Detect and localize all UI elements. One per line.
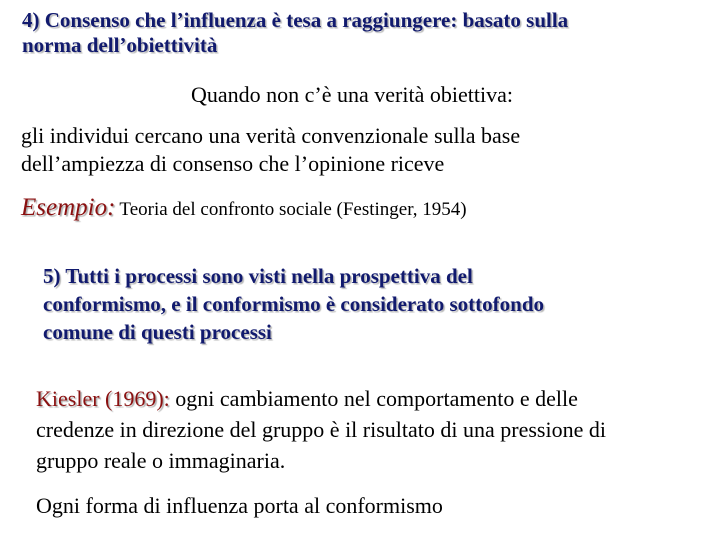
slide-title-line1: 4) Consenso che l’influenza è tesa a raggiungere: basato sulla: [22, 8, 569, 32]
example-text: Teoria del confronto sociale (Festinger, 1954): [119, 199, 467, 220]
point-five: [43, 262, 544, 346]
point-five-line2: conformismo, e il conformismo è considerato sottofondo: [43, 292, 545, 316]
example-row: [21, 193, 467, 225]
example-label: Esempio:: [21, 194, 116, 221]
kiesler-label: Kiesler (1969):: [36, 386, 170, 411]
kiesler-text-line1: ogni cambiamento nel comportamento e delle: [175, 386, 578, 411]
kiesler-line3: gruppo reale o immaginaria.: [36, 448, 286, 473]
point-five-line1: 5) Tutti i processi sono visti nella prospettiva del: [43, 264, 473, 288]
kiesler-line1: [36, 383, 606, 414]
subheading: Quando non c’è una verità obiettiva:: [191, 82, 513, 107]
paragraph-consensus: [21, 122, 520, 178]
point-five-line3: comune di questi processi: [43, 320, 272, 344]
slide-title-line2: norma dell’obiettività: [22, 33, 218, 57]
paragraph-consensus-line1: gli individui cercano una verità convenzionale sulla base: [21, 123, 521, 148]
slide-title: [22, 8, 568, 58]
kiesler-quote: [36, 383, 606, 476]
conclusion: Ogni forma di influenza porta al conformismo: [36, 493, 443, 518]
kiesler-line2: credenze in direzione del gruppo è il risultato di una pressione di: [36, 417, 606, 442]
paragraph-consensus-line2: dell’ampiezza di consenso che l’opinione riceve: [21, 151, 445, 176]
